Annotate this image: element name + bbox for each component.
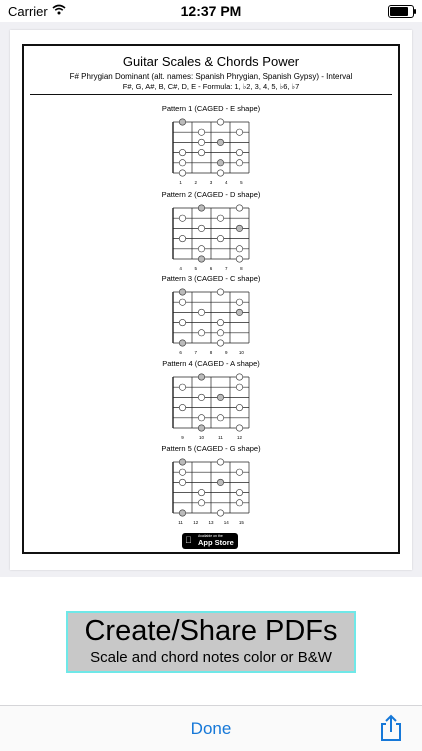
fret-number: 6 xyxy=(179,350,182,355)
document-title: Guitar Scales & Chords Power xyxy=(122,54,300,69)
fret-number: 6 xyxy=(209,266,213,271)
note-dot xyxy=(198,500,204,506)
pattern-title: Pattern 5 (CAGED - G shape) xyxy=(161,444,261,453)
note-dot xyxy=(236,425,242,431)
note-dot xyxy=(198,374,204,380)
promo-headline: Create/Share PDFs xyxy=(84,615,338,647)
note-dot xyxy=(236,205,242,211)
pattern-title: Pattern 1 (CAGED - E shape) xyxy=(161,104,261,113)
note-dot xyxy=(198,149,204,155)
note-dot xyxy=(217,479,223,485)
fret-number: 5 xyxy=(240,180,243,185)
note-dot xyxy=(217,160,223,166)
document-subtitle: F# Phrygian Dominant (alt. names: Spanish Phrygian, Spanish Gypsy) - Interval xyxy=(69,72,353,81)
pattern-4 xyxy=(124,359,298,445)
share-icon[interactable] xyxy=(378,714,404,742)
fret-number: 14 xyxy=(223,520,229,525)
note-dot xyxy=(217,139,223,145)
fret-number: 13 xyxy=(208,520,214,525)
pattern-1 xyxy=(124,104,298,190)
status-bar xyxy=(0,0,422,22)
carrier-label: Carrier xyxy=(8,4,48,19)
fret-number: 12 xyxy=(193,520,199,525)
note-dot xyxy=(236,500,242,506)
note-dot xyxy=(179,319,185,325)
note-dot xyxy=(179,404,185,410)
promo-subline: Scale and chord notes color or B&W xyxy=(90,649,332,666)
fretboard-diagram xyxy=(141,458,281,530)
note-dot xyxy=(217,510,223,516)
fret-number: 11 xyxy=(218,435,223,440)
note-dot xyxy=(179,469,185,475)
note-dot xyxy=(179,510,185,516)
note-dot xyxy=(179,479,185,485)
note-dot xyxy=(179,299,185,305)
note-dot xyxy=(217,415,223,421)
note-dot xyxy=(236,374,242,380)
note-dot xyxy=(198,489,204,495)
note-dot xyxy=(179,235,185,241)
fret-number: 5 xyxy=(194,266,198,271)
note-dot xyxy=(236,246,242,252)
note-dot xyxy=(179,170,185,176)
fret-number: 11 xyxy=(178,520,183,525)
note-dot xyxy=(217,330,223,336)
fret-number: 7 xyxy=(224,266,228,271)
note-dot xyxy=(198,394,204,400)
promo-banner xyxy=(66,611,356,673)
fretboard-diagram xyxy=(141,373,281,445)
pattern-title: Pattern 3 (CAGED - C shape) xyxy=(161,274,261,283)
fret-number: 4 xyxy=(224,180,228,185)
note-dot xyxy=(236,469,242,475)
clock: 12:37 PM xyxy=(180,3,242,19)
note-dot xyxy=(198,415,204,421)
pdf-page xyxy=(10,30,412,570)
note-dot xyxy=(236,404,242,410)
note-dot xyxy=(179,119,185,125)
fret-number: 9 xyxy=(224,350,228,355)
pattern-title: Pattern 2 (CAGED - D shape) xyxy=(161,190,261,199)
fret-number: 2 xyxy=(194,180,198,185)
fret-number: 3 xyxy=(209,180,213,185)
note-dot xyxy=(236,149,242,155)
battery-icon xyxy=(388,5,414,18)
divider xyxy=(30,94,392,95)
note-dot xyxy=(179,149,185,155)
note-dot xyxy=(198,330,204,336)
fret-number: 4 xyxy=(179,266,182,271)
note-dot xyxy=(236,256,242,262)
fretboard-diagram xyxy=(141,118,281,190)
note-dot xyxy=(217,119,223,125)
pattern-5 xyxy=(124,444,298,530)
note-dot xyxy=(179,160,185,166)
note-dot xyxy=(217,459,223,465)
note-dot xyxy=(198,425,204,431)
app-store-badge[interactable] xyxy=(182,533,238,549)
note-dot xyxy=(179,215,185,221)
note-dot xyxy=(179,289,185,295)
fret-number: 10 xyxy=(198,435,205,440)
note-dot xyxy=(198,256,204,262)
note-dot xyxy=(198,225,204,231)
done-button[interactable]: Done xyxy=(190,719,232,738)
note-dot xyxy=(198,246,204,252)
note-dot xyxy=(236,489,242,495)
fretboard-diagram xyxy=(141,288,281,360)
note-dot xyxy=(179,340,185,346)
fret-number: 10 xyxy=(238,350,244,355)
pattern-2 xyxy=(124,190,298,276)
note-dot xyxy=(217,319,223,325)
note-dot xyxy=(198,129,204,135)
note-dot xyxy=(236,384,242,390)
note-dot xyxy=(198,309,204,315)
apple-logo-icon xyxy=(185,535,192,545)
note-dot xyxy=(217,394,223,400)
badge-caption: Available on the xyxy=(198,534,223,538)
pdf-preview-area[interactable] xyxy=(0,22,422,577)
fret-number: 8 xyxy=(240,266,243,271)
note-dot xyxy=(236,129,242,135)
fret-number: 15 xyxy=(238,520,244,525)
badge-label: App Store xyxy=(198,538,234,547)
note-dot xyxy=(236,299,242,305)
pattern-3 xyxy=(124,274,298,360)
fret-number: 8 xyxy=(209,350,213,355)
fret-number: 12 xyxy=(236,435,243,440)
note-dot xyxy=(217,235,223,241)
note-dot xyxy=(198,139,204,145)
bottom-toolbar xyxy=(0,705,422,751)
note-dot xyxy=(179,384,185,390)
note-dot xyxy=(217,170,223,176)
document-frame xyxy=(22,44,400,554)
fret-number: 1 xyxy=(179,180,182,185)
fret-number: 9 xyxy=(181,435,184,440)
note-dot xyxy=(198,205,204,211)
pattern-title: Pattern 4 (CAGED - A shape) xyxy=(162,359,260,368)
note-dot xyxy=(217,340,223,346)
note-dot xyxy=(236,309,242,315)
fret-number: 7 xyxy=(194,350,198,355)
note-dot xyxy=(217,215,223,221)
note-dot xyxy=(236,225,242,231)
note-dot xyxy=(179,459,185,465)
note-dot xyxy=(236,160,242,166)
note-dot xyxy=(217,289,223,295)
fretboard-diagram xyxy=(141,204,281,276)
document-formula: F#, G, A#, B, C#, D, E - Formula: 1, ♭2, 3, 4, 5, ♭6, ♭7 xyxy=(122,82,300,91)
